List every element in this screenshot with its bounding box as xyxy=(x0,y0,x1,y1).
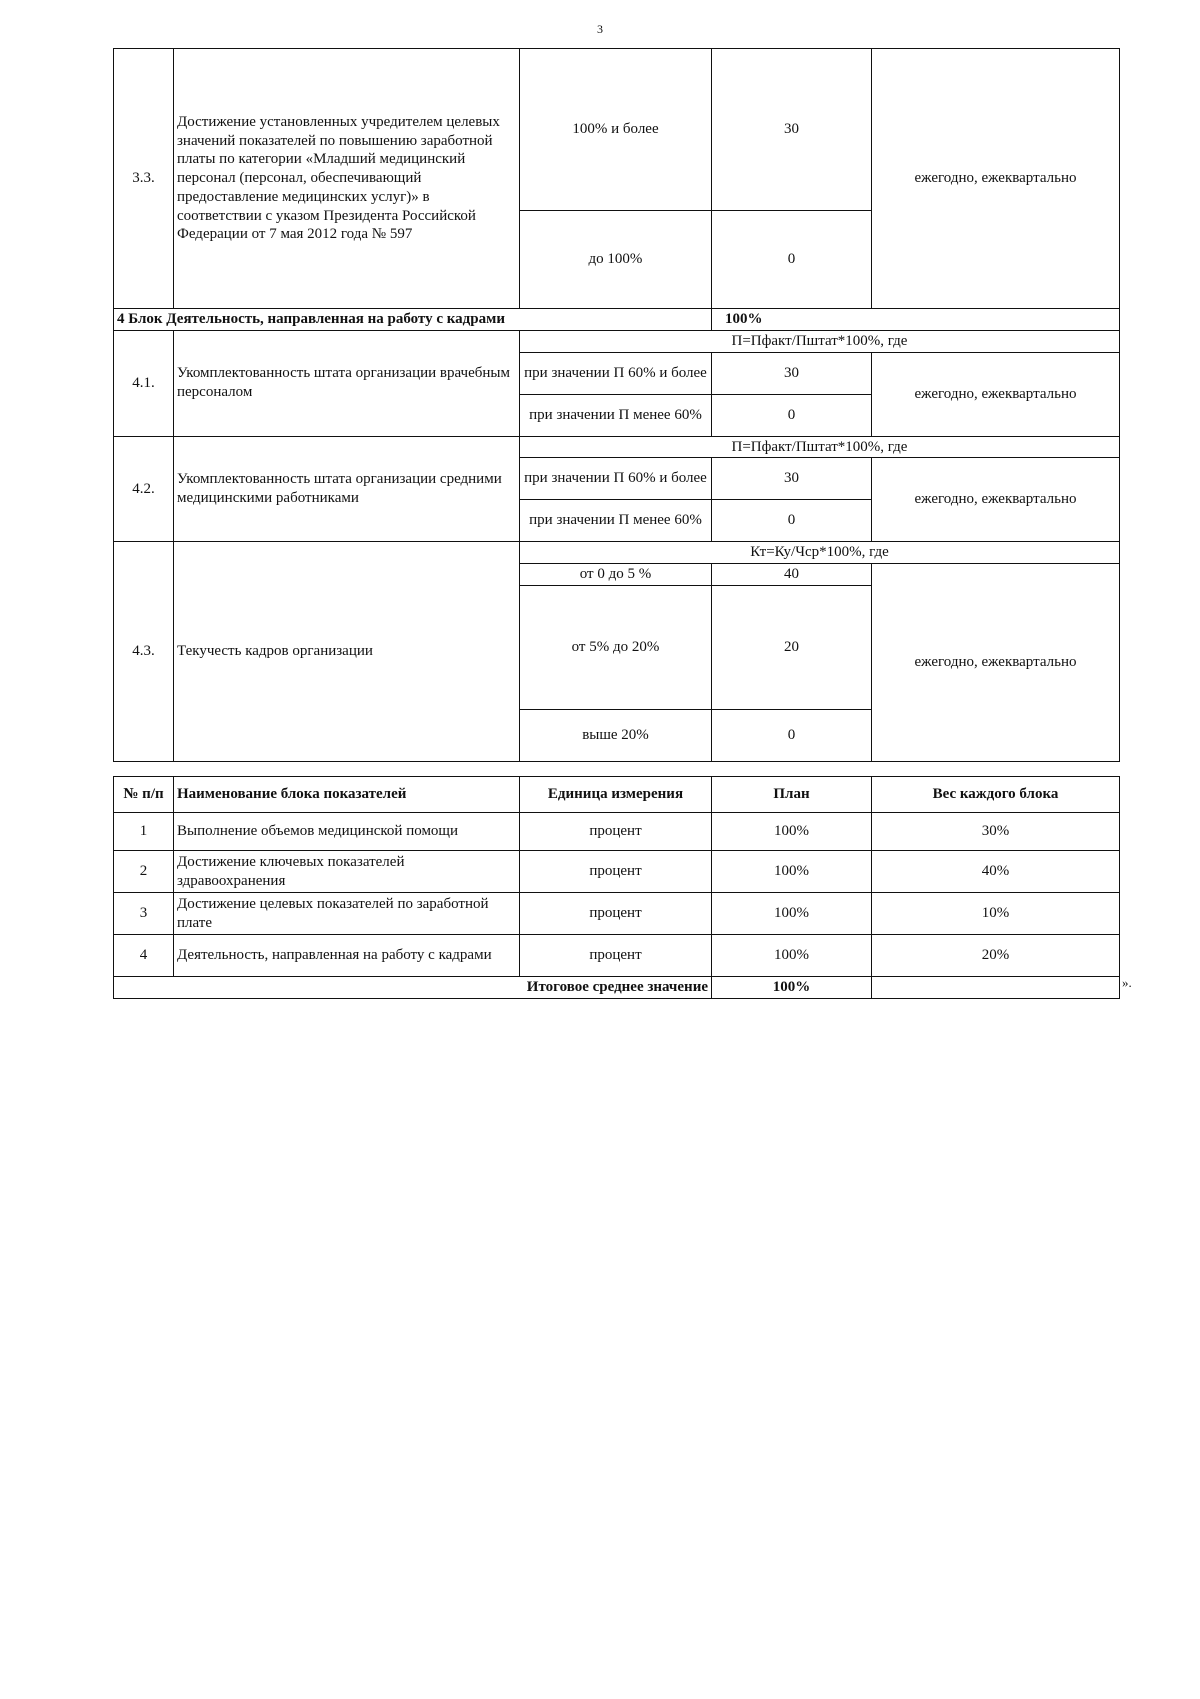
plan: 100% xyxy=(712,893,872,935)
plan: 100% xyxy=(712,935,872,977)
criterion: при значении П менее 60% xyxy=(520,500,712,542)
score: 40 xyxy=(712,564,872,586)
period: ежегодно, ежеквартально xyxy=(872,458,1120,542)
block-weights-table xyxy=(113,776,1120,999)
score: 30 xyxy=(712,352,872,394)
criterion: выше 20% xyxy=(520,710,712,762)
table-row xyxy=(114,935,1120,977)
block-name: Достижение целевых показателей по заработной плате xyxy=(174,893,520,935)
table-row xyxy=(114,893,1120,935)
indicator-name: Укомплектованность штата организации средними медицинскими работниками xyxy=(174,436,520,542)
unit: процент xyxy=(520,935,712,977)
weight: 30% xyxy=(872,813,1120,851)
table-row xyxy=(114,851,1120,893)
block-name: Деятельность, направленная на работу с кадрами xyxy=(174,935,520,977)
indicator-name: Укомплектованность штата организации врачебным персоналом xyxy=(174,330,520,436)
formula: П=Пфакт/Пштат*100%, где xyxy=(520,330,1120,352)
criterion: при значении П 60% и более xyxy=(520,458,712,500)
row-number: 3 xyxy=(114,893,174,935)
criterion: при значении П менее 60% xyxy=(520,394,712,436)
period: ежегодно, ежеквартально xyxy=(872,564,1120,762)
unit: процент xyxy=(520,851,712,893)
total-row xyxy=(114,977,1120,999)
column-header: № п/п xyxy=(114,777,174,813)
row-number: 4 xyxy=(114,935,174,977)
block-name: Достижение ключевых показателей здравоохранения xyxy=(174,851,520,893)
criterion: от 0 до 5 % xyxy=(520,564,712,586)
header-row xyxy=(114,777,1120,813)
column-header: Единица измерения xyxy=(520,777,712,813)
row-number: 3.3. xyxy=(114,49,174,309)
table-row xyxy=(114,436,1120,458)
criterion: от 5% до 20% xyxy=(520,586,712,710)
unit: процент xyxy=(520,893,712,935)
table-row xyxy=(114,813,1120,851)
score: 0 xyxy=(712,394,872,436)
period: ежегодно, ежеквартально xyxy=(872,49,1120,309)
column-header: Наименование блока показателей xyxy=(174,777,520,813)
criterion: при значении П 60% и более xyxy=(520,352,712,394)
score: 30 xyxy=(712,49,872,211)
row-number: 4.1. xyxy=(114,330,174,436)
total-label: Итоговое среднее значение xyxy=(114,977,712,999)
table-row xyxy=(114,542,1120,564)
block-value xyxy=(712,309,1120,331)
column-header: План xyxy=(712,777,872,813)
block-title: 4 Блок Деятельность, направленная на работу с кадрами xyxy=(114,309,712,331)
indicator-name: Достижение установленных учредителем целевых значений показателей по повышению заработной платы по категории «Младший медицинский персонал (персонал, обеспечивающий предоставление медицинских услуг)» в соответствии с указом Президента Российской Федерации от 7 мая 2012 года № 597 xyxy=(174,49,520,309)
closing-quote: ». xyxy=(1122,975,1132,990)
page-number: 3 xyxy=(597,22,603,36)
row-number: 4.3. xyxy=(114,542,174,762)
score: 0 xyxy=(712,710,872,762)
indicators-table xyxy=(113,48,1120,762)
score: 30 xyxy=(712,458,872,500)
total-weight xyxy=(872,977,1120,999)
formula: П=Пфакт/Пштат*100%, где xyxy=(520,436,1120,458)
weight: 10% xyxy=(872,893,1120,935)
weight: 40% xyxy=(872,851,1120,893)
plan: 100% xyxy=(712,813,872,851)
indicator-name: Текучесть кадров организации xyxy=(174,542,520,762)
unit: процент xyxy=(520,813,712,851)
criterion: до 100% xyxy=(520,211,712,309)
period: ежегодно, ежеквартально xyxy=(872,352,1120,436)
score: 20 xyxy=(712,586,872,710)
column-header: Вес каждого блока xyxy=(872,777,1120,813)
formula: Кт=Ку/Чср*100%, где xyxy=(520,542,1120,564)
total-plan: 100% xyxy=(712,977,872,999)
block-header-row xyxy=(114,309,1120,331)
weight: 20% xyxy=(872,935,1120,977)
row-number: 2 xyxy=(114,851,174,893)
score: 0 xyxy=(712,500,872,542)
table-row xyxy=(114,330,1120,352)
row-number: 4.2. xyxy=(114,436,174,542)
row-number: 1 xyxy=(114,813,174,851)
plan: 100% xyxy=(712,851,872,893)
criterion: 100% и более xyxy=(520,49,712,211)
table-row xyxy=(114,49,1120,211)
score: 0 xyxy=(712,211,872,309)
block-value-text: 100% xyxy=(725,311,763,327)
block-name: Выполнение объемов медицинской помощи xyxy=(174,813,520,851)
